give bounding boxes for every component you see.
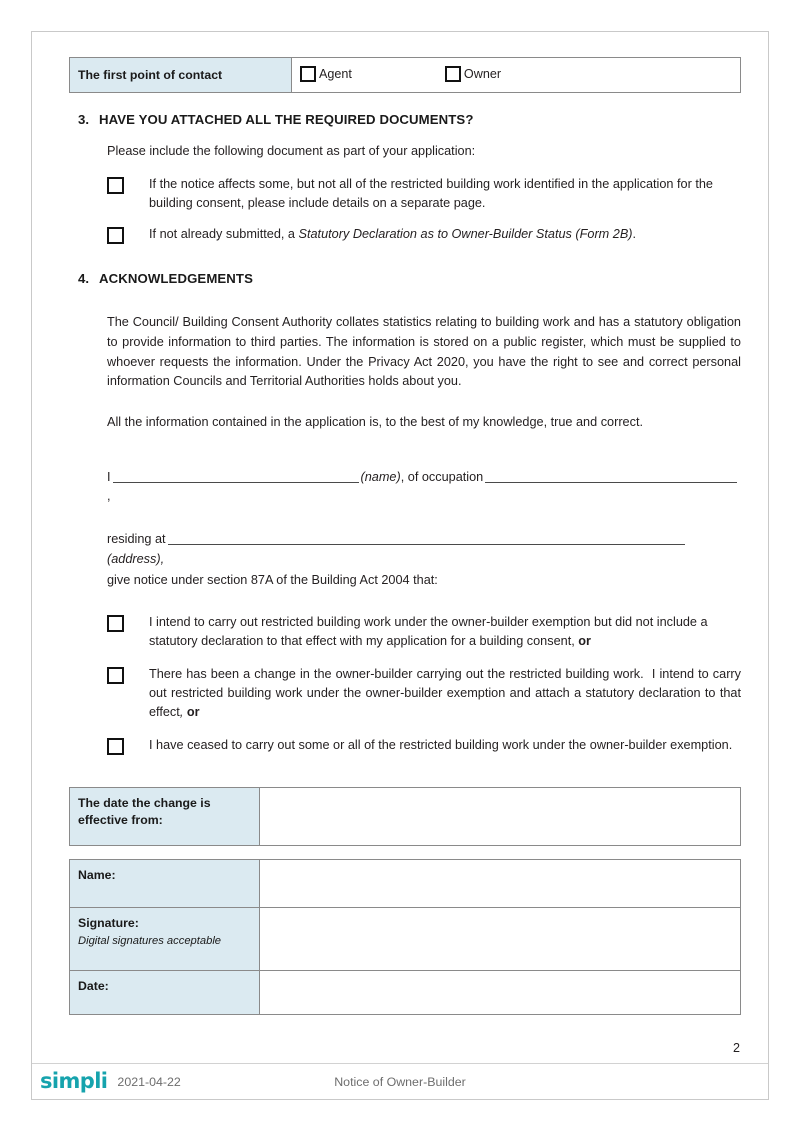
comma-italic: ,	[179, 705, 184, 720]
section-3-number: 3.	[78, 112, 90, 128]
declaration-option-3	[107, 736, 741, 760]
checkbox-statutory-declaration[interactable]	[107, 227, 124, 244]
simpli-logo: simpli	[40, 1069, 108, 1093]
checkbox-cell	[107, 736, 149, 760]
occupation-mid: , of occupation	[400, 469, 484, 484]
checkbox-agent[interactable]	[300, 66, 316, 82]
or-keyword: or	[186, 705, 200, 720]
effective-date-label: The date the change is effective from:	[78, 796, 211, 827]
signature-label: Signature:	[78, 916, 139, 931]
required-doc-item-1	[107, 175, 741, 213]
first-point-of-contact-table	[69, 57, 741, 93]
name-label-cell	[70, 860, 260, 908]
document-page	[31, 31, 769, 1100]
checkbox-cell	[107, 613, 149, 651]
signature-sublabel: Digital signatures acceptable	[78, 934, 222, 947]
table-row	[70, 58, 741, 93]
checkbox-notice-affects-some[interactable]	[107, 177, 124, 194]
address-fill-line[interactable]	[168, 532, 685, 545]
checkbox-cell	[107, 175, 149, 213]
date-label-cell	[70, 971, 260, 1015]
table-row	[70, 860, 741, 908]
acknowledgements-paragraph-2: All the information contained in the application is, to the best of my knowledge, true and correct.	[107, 414, 643, 429]
checkbox-ceased-to-carry-out[interactable]	[107, 738, 124, 755]
line1-suffix: ,	[107, 489, 111, 504]
declaration-i-prefix: I	[107, 469, 111, 484]
name-fill-line[interactable]	[113, 470, 359, 483]
declaration-option-1	[107, 613, 741, 651]
page-content	[69, 57, 741, 1015]
name-hint: (name)	[360, 469, 401, 484]
section-4-number: 4.	[78, 271, 90, 287]
section-3-title: HAVE YOU ATTACHED ALL THE REQUIRED DOCUMENTS?	[99, 112, 474, 128]
or-keyword: or	[578, 634, 591, 649]
checkbox-agent-label: Agent	[319, 67, 352, 81]
date-input-cell[interactable]	[260, 971, 741, 1015]
address-hint: (address),	[107, 551, 165, 566]
contact-label-cell	[70, 58, 292, 93]
contact-label: The first point of contact	[78, 68, 223, 82]
effective-date-input-cell[interactable]	[260, 788, 741, 846]
signature-table	[69, 859, 741, 1015]
footer-title: Notice of Owner-Builder	[334, 1074, 466, 1089]
section-4-heading	[69, 271, 741, 286]
table-row	[70, 908, 741, 971]
residing-at-prefix: residing at	[107, 531, 166, 546]
section-3-intro: Please include the following document as part of your application:	[107, 144, 476, 159]
declaration-option-1-text: I intend to carry out restricted building work under the owner-builder exemption but did not include a statutory declaration to that effect with my application for a building consent, or	[149, 615, 708, 649]
declaration-line-notice: give notice under section 87A of the Building Act 2004 that:	[107, 573, 438, 588]
checkbox-owner-label: Owner	[463, 67, 502, 81]
declaration-option-2	[107, 665, 741, 722]
table-row	[70, 971, 741, 1015]
effective-date-label-cell	[70, 788, 260, 846]
name-input-cell[interactable]	[260, 860, 741, 908]
declaration-option-3-text: I have ceased to carry out some or all of the restricted building work under the owner-builder exemption.	[149, 738, 733, 753]
acknowledgements-paragraph-1: The Council/ Building Consent Authority collates statistics relating to building work and has a statutory obligation to provide information to third parties. The information is stored on a public register, which must be supplied to whoever requests the information. Under the Privacy Act 2020, you have the right to see and correct personal information Councils and Territorial Authorities holds about you.	[107, 315, 741, 389]
section-3-heading	[69, 112, 741, 127]
checkbox-owner[interactable]	[445, 66, 461, 82]
declaration-line-name-occupation	[107, 468, 741, 507]
required-doc-item-1-text: If the notice affects some, but not all of the restricted building work identified in the application for the building consent, please include details on a separate page.	[149, 177, 713, 211]
checkbox-change-in-owner-builder[interactable]	[107, 667, 124, 684]
required-doc-item-2	[107, 225, 741, 249]
declaration-line-address	[107, 530, 741, 569]
signature-label-cell	[70, 908, 260, 971]
checkbox-cell	[107, 665, 149, 722]
name-label: Name:	[78, 868, 116, 883]
page-number: 2	[732, 1041, 740, 1055]
table-row	[70, 788, 741, 846]
form-2b-reference: Statutory Declaration as to Owner-Builder Status (Form 2B)	[298, 227, 633, 242]
required-doc-item-2-text: If not already submitted, a Statutory Declaration as to Owner-Builder Status (Form 2B).	[149, 227, 637, 242]
section-4-title: ACKNOWLEDGEMENTS	[99, 271, 253, 287]
signature-input-cell[interactable]	[260, 908, 741, 971]
date-label: Date:	[78, 979, 109, 994]
page-footer	[32, 1063, 768, 1099]
checkbox-intend-to-carry-out[interactable]	[107, 615, 124, 632]
contact-options-cell	[292, 58, 741, 93]
footer-date: 2021-04-22	[117, 1074, 181, 1089]
effective-date-table	[69, 787, 741, 846]
declaration-option-2-text: There has been a change in the owner-builder carrying out the restricted building work. I intend to carry out restricted building work under the owner-builder exemption and attach a statutory declaration to that effect, or	[149, 667, 741, 720]
occupation-fill-line[interactable]	[485, 470, 737, 483]
checkbox-cell	[107, 225, 149, 249]
